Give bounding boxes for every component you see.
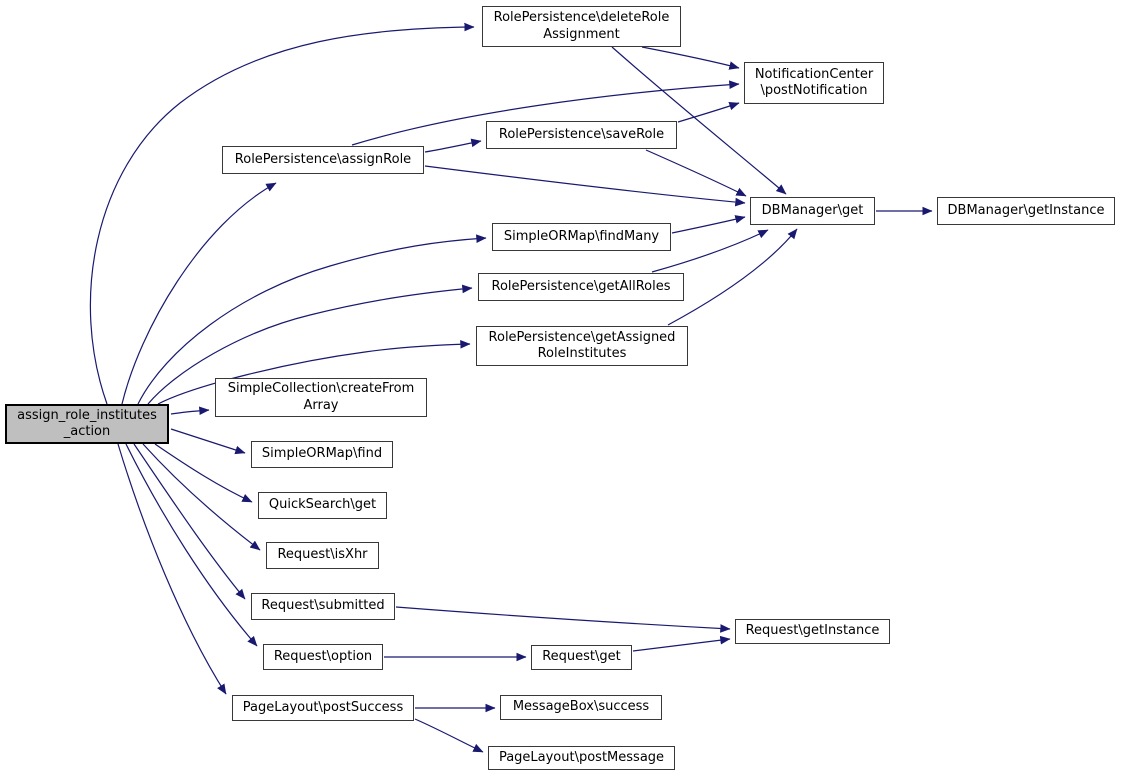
node-postNotification[interactable] <box>744 62 884 104</box>
edge-getAssignedRoleInstitutes-dbGet <box>668 229 797 325</box>
edge-main-find <box>171 429 245 453</box>
node-messageBoxSuccess[interactable] <box>500 695 662 720</box>
node-label-line: Request\option <box>273 648 373 664</box>
node-label-line: Request\get <box>542 649 621 665</box>
node-dbGetInstance[interactable] <box>937 197 1115 225</box>
node-label-line: SimpleCollection\createFrom <box>227 381 415 397</box>
edge-main-deleteRoleAssignment <box>90 27 474 404</box>
node-label-line: DBManager\get <box>761 202 864 218</box>
node-label-line: _action <box>63 424 111 439</box>
edge-saveRole-dbGet <box>646 150 746 196</box>
edge-main-quickSearchGet <box>155 444 252 502</box>
node-quickSearchGet[interactable] <box>258 492 387 519</box>
node-label-line: RolePersistence\saveRole <box>498 126 665 142</box>
node-option[interactable] <box>263 644 383 670</box>
node-postSuccess[interactable] <box>232 695 414 721</box>
edge-main-assignRole <box>122 183 276 404</box>
node-getAllRoles[interactable] <box>478 273 684 301</box>
node-label-line: Request\isXhr <box>277 547 368 563</box>
edge-submitted-requestGetInstance <box>396 607 730 629</box>
node-label-line: MessageBox\success <box>512 699 650 715</box>
node-label-line: NotificationCenter <box>754 66 874 82</box>
node-label-line: Array <box>303 397 339 413</box>
node-label-line: \postNotification <box>760 83 868 98</box>
node-assign_role_institutes_action <box>5 404 169 444</box>
edge-findMany-dbGet <box>672 217 745 233</box>
node-isXhr[interactable] <box>266 542 379 569</box>
edge-deleteRoleAssignment-postNotification <box>642 47 739 68</box>
edge-saveRole-postNotification <box>678 103 739 122</box>
node-label-line: RolePersistence\assignRole <box>234 151 412 167</box>
node-submitted[interactable] <box>251 593 395 620</box>
node-label-line: PageLayout\postSuccess <box>242 699 404 715</box>
node-label-line: RolePersistence\getAllRoles <box>491 278 671 294</box>
edge-main-option <box>126 444 257 646</box>
node-label-line: SimpleORMap\findMany <box>503 228 660 244</box>
node-label-line: RolePersistence\deleteRole <box>493 10 670 26</box>
edge-main-createFromArray <box>171 410 209 414</box>
node-saveRole[interactable] <box>486 121 677 149</box>
node-findMany[interactable] <box>492 223 671 251</box>
node-label-line: Assignment <box>543 26 620 42</box>
node-createFromArray[interactable] <box>215 378 427 417</box>
edge-requestGet-requestGetInstance <box>633 639 730 651</box>
node-deleteRoleAssignment[interactable] <box>482 6 681 47</box>
node-label-line: assign_role_institutes <box>17 407 157 423</box>
node-requestGetInstance[interactable] <box>735 619 890 644</box>
edge-assignRole-saveRole <box>425 141 481 152</box>
node-assignRole[interactable] <box>222 146 424 174</box>
node-label-line: RoleInstitutes <box>537 346 627 361</box>
edge-postSuccess-postMessage <box>415 719 483 752</box>
node-label-line: RolePersistence\getAssigned <box>488 329 676 345</box>
node-postMessage[interactable] <box>488 746 675 770</box>
node-label-line: DBManager\getInstance <box>947 202 1105 218</box>
node-find[interactable] <box>251 441 393 468</box>
edge-main-postSuccess <box>118 444 226 694</box>
node-label-line: QuickSearch\get <box>268 497 377 513</box>
node-label-line: Request\getInstance <box>745 623 880 639</box>
node-requestGet[interactable] <box>531 645 632 670</box>
node-dbGet[interactable] <box>750 197 875 225</box>
node-label-line: Request\submitted <box>261 598 385 614</box>
node-label-line: SimpleORMap\find <box>261 446 383 462</box>
node-getAssignedRoleInstitutes[interactable] <box>476 326 688 366</box>
node-label-line: PageLayout\postMessage <box>498 749 665 765</box>
edge-assignRole-dbGet <box>425 166 745 203</box>
